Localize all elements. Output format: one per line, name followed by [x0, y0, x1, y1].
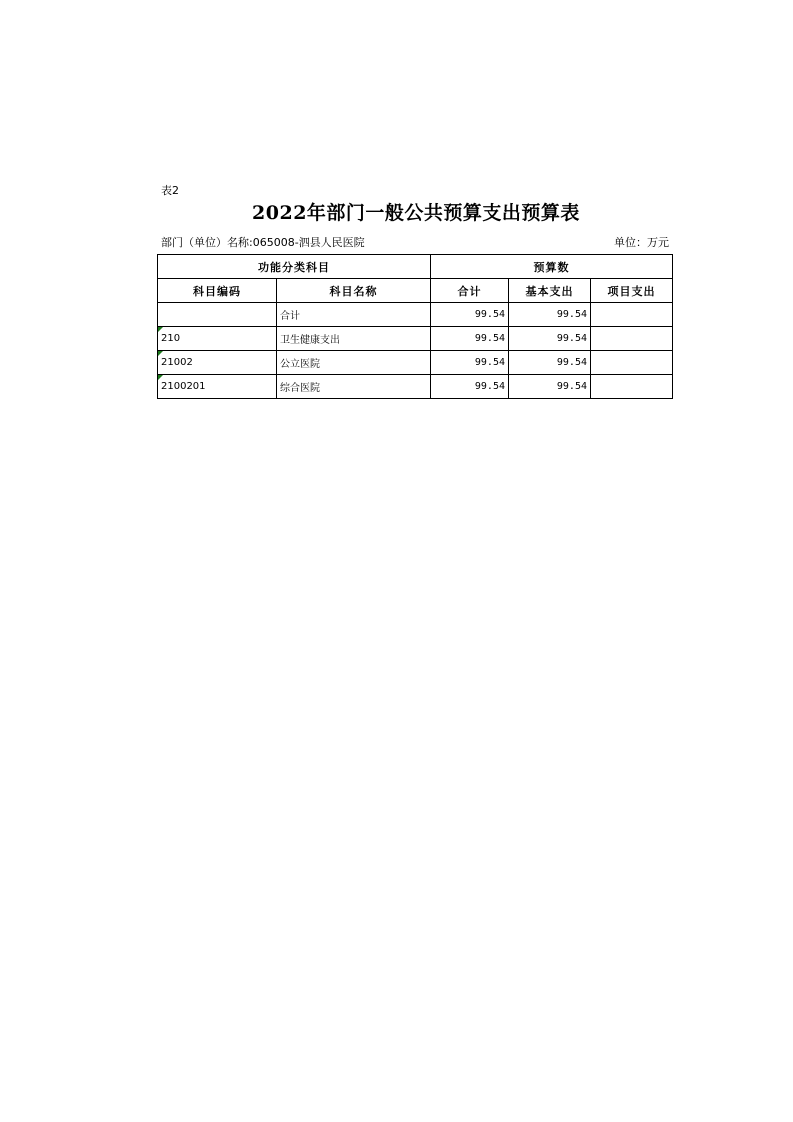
project-expenditure-cell — [591, 351, 673, 375]
total-cell: 99.54 — [431, 351, 509, 375]
basic-expenditure-cell: 99.54 — [509, 327, 591, 351]
subject-code-cell — [158, 327, 277, 351]
header-subject-name: 科目名称 — [277, 279, 431, 303]
cell-marker-icon — [158, 375, 163, 380]
header-column-row — [158, 279, 673, 303]
subject-code-cell — [158, 375, 277, 399]
subject-code-text: 2100201 — [161, 381, 206, 392]
project-expenditure-cell — [591, 375, 673, 399]
basic-expenditure-cell: 99.54 — [509, 303, 591, 327]
table-row — [158, 375, 673, 399]
total-cell: 99.54 — [431, 375, 509, 399]
basic-expenditure-cell: 99.54 — [509, 375, 591, 399]
header-total: 合计 — [431, 279, 509, 303]
total-cell: 99.54 — [431, 327, 509, 351]
project-expenditure-cell — [591, 327, 673, 351]
subject-name-cell: 合计 — [277, 303, 431, 327]
total-cell: 99.54 — [431, 303, 509, 327]
subject-code-cell — [158, 303, 277, 327]
header-project-expenditure: 项目支出 — [591, 279, 673, 303]
subject-code-cell — [158, 351, 277, 375]
project-expenditure-cell — [591, 303, 673, 327]
department-name: 部门（单位）名称:065008-泗县人民医院 — [161, 236, 365, 249]
header-subject-code: 科目编码 — [158, 279, 277, 303]
header-group-row — [158, 255, 673, 279]
subject-code-text: 210 — [161, 333, 181, 344]
subject-code-text: 21002 — [161, 357, 193, 368]
subject-name-cell: 公立医院 — [277, 351, 431, 375]
cell-marker-icon — [158, 351, 163, 356]
basic-expenditure-cell: 99.54 — [509, 351, 591, 375]
subject-name-cell: 卫生健康支出 — [277, 327, 431, 351]
table-row — [158, 303, 673, 327]
cell-marker-icon — [158, 327, 163, 332]
table-row — [158, 351, 673, 375]
page-title: 2022年部门一般公共预算支出预算表 — [252, 202, 580, 224]
header-budget-amount: 预算数 — [431, 255, 673, 279]
unit-label: 单位：万元 — [614, 236, 669, 249]
subject-name-cell: 综合医院 — [277, 375, 431, 399]
header-basic-expenditure: 基本支出 — [509, 279, 591, 303]
header-functional-classification: 功能分类科目 — [158, 255, 431, 279]
table-row — [158, 327, 673, 351]
table-label: 表2 — [161, 184, 179, 197]
budget-table — [157, 254, 673, 399]
